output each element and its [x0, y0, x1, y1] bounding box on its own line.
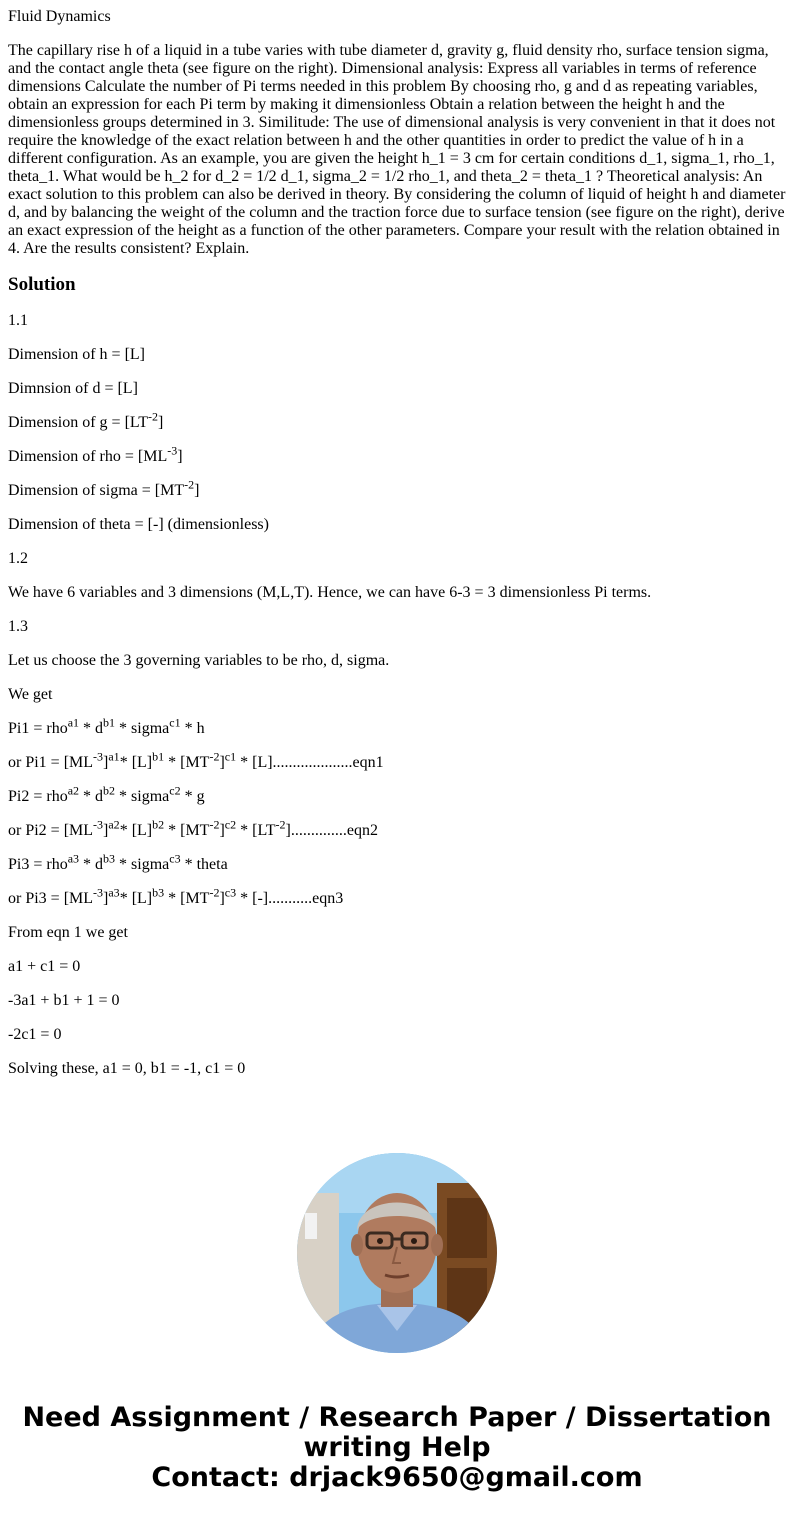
dimension-g: Dimension of $g = [LT^{-2}]$: [8, 409, 164, 431]
pi3-expression: $Pi3 = rho^{a3} * d^{b3}$ * sigma$^{c3}$ * theta: [8, 851, 228, 873]
author-photo: [297, 1153, 497, 1353]
dimension-d: Dimnsion of d = [L]: [8, 380, 138, 397]
equation-b: -3a1 + b1 + 1 = 0: [8, 992, 120, 1009]
from-eqn1-text: From eqn 1 we get: [8, 924, 128, 941]
dimension-h: Dimension of h = [L]: [8, 346, 145, 363]
promo-line-2: writing Help: [303, 1432, 491, 1463]
we-get-text: We get: [8, 686, 53, 703]
pi1-expression: $Pi1 = rho^{a1} * d^{b1}$ * sigma$^{c1}$ * h: [8, 715, 205, 737]
promo-footer: [0, 1403, 794, 1493]
question-text: The capillary rise h of a liquid in a tube varies with tube diameter d, gravity g, fluid density rho, surface tension sigma, and the contact angle theta (see figure on the right). Dimensional analysis: Express all variables in terms of reference dimensions Calculate the number of Pi terms needed in this problem By choosing rho, g and d as repeating variables, obtain an expression for each Pi term by making it dimensionless Obtain a relation between the height h and the dimensionless groups determined in 3. Similitude: The use of dimensional analysis is very convenient in that it does not require the knowledge of the exact relation between h and the other quantities in order to predict the value of h in a different configuration. As an example, you are given the height h_1 = 3 cm for certain conditions d_1, sigma_1, rho_1, theta_1. What would be h_2 for d_2 = 1/2 d_1, sigma_2 = 1/2 rho_1, and theta_2 = theta_1 ? Theoretical analysis: An exact solution to this problem can also be derived in theory. By considering the column of liquid of height h and diameter d, and by balancing the weight of the column and the traction force due to surface tension (see figure on the right), derive an exact expression of the height as a function of the other parameters. Compare your result with the relation obtained in 4. Are the results consistent? Explain.: [8, 42, 786, 257]
pi2-dimension-expression: or $Pi2 = [ML^{-3}]^{a2}*$ $[L]^{b2} * [MT^{-2}]^{c2} * [LT^{-2}]..............eqn2$: [8, 817, 378, 839]
section-label: 1.1: [8, 312, 28, 329]
pi2-expression: $Pi2 = rho^{a2} * d^{b2}$ * sigma$^{c2}$ * g: [8, 783, 205, 805]
pi-count-text: We have 6 variables and 3 dimensions (M,L,T). Hence, we can have 6-3 = 3 dimensionless Pi terms.: [8, 584, 652, 601]
dimension-theta: Dimension of theta = [-] (dimensionless): [8, 516, 269, 533]
dimension-sigma: Dimension of sigma = $[MT^{-2}]$: [8, 477, 200, 499]
choose-variables-text: Let us choose the 3 governing variables to be rho, d, sigma.: [8, 652, 390, 669]
equation-a: a1 + c1 = 0: [8, 958, 81, 975]
solution-heading: Solution: [8, 274, 76, 295]
page-title: Fluid Dynamics: [8, 8, 111, 25]
dimension-rho: Dimension of rho = $[ML^{-3}]$: [8, 443, 183, 465]
solution-result: Solving these, a1 = 0, b1 = -1, c1 = 0: [8, 1060, 246, 1077]
contact-email: Contact: drjack9650@gmail.com: [151, 1462, 643, 1493]
pi1-dimension-expression: or $Pi1 = [ML^{-3}]^{a1}*$ $[L]^{b1} * [MT^{-2}]^{c1} * [L]....................eqn1$: [8, 749, 384, 771]
pi3-dimension-expression: or $Pi3 = [ML^{-3}]^{a3}*$ $[L]^{b3} * [MT^{-2}]^{c3} * [-]...........eqn3$: [8, 885, 344, 907]
section-label: 1.3: [8, 618, 28, 635]
promo-line-1: Need Assignment / Research Paper / Dissertation: [22, 1402, 772, 1433]
section-label: 1.2: [8, 550, 28, 567]
equation-c: -2c1 = 0: [8, 1026, 62, 1043]
document-body: [8, 8, 786, 1094]
